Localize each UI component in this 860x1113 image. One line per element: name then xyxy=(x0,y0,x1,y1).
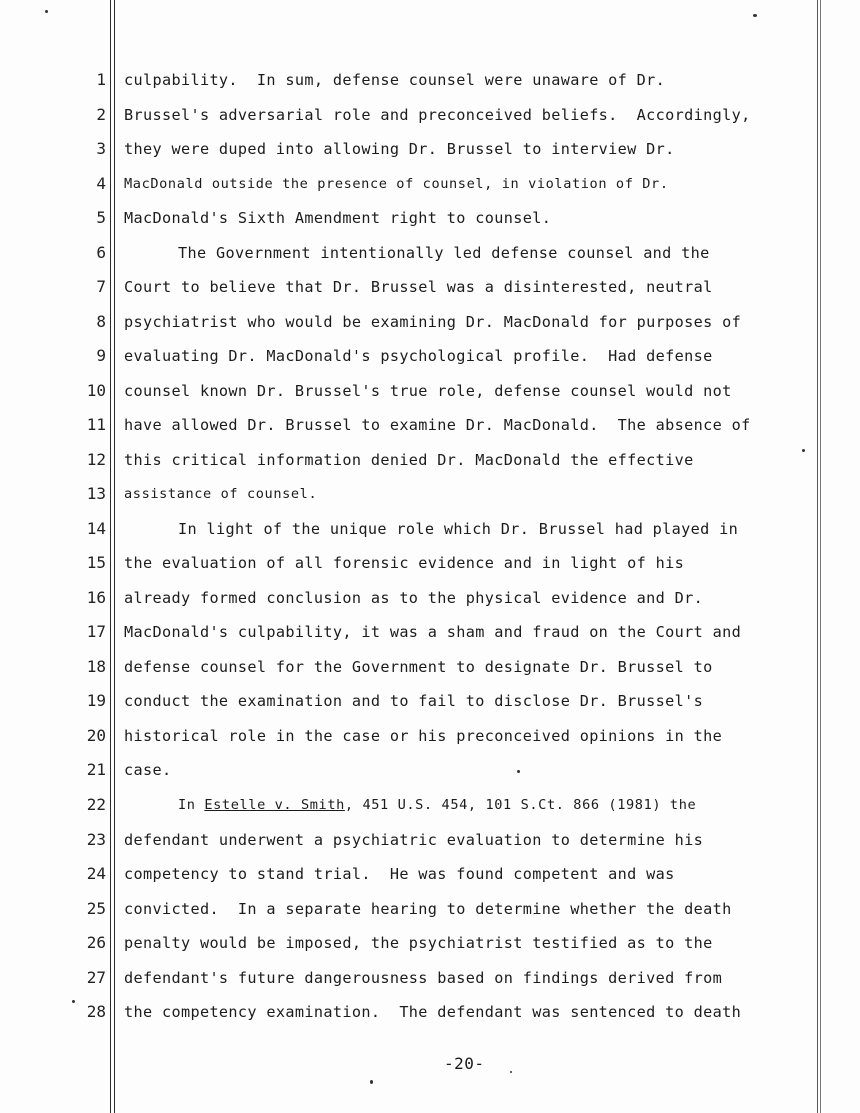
line-number: 11 xyxy=(86,415,106,434)
line-number: 9 xyxy=(96,346,106,365)
line-number: 7 xyxy=(96,277,106,296)
line-number: 12 xyxy=(86,450,106,469)
right-margin-rule xyxy=(817,0,818,1113)
line-number: 23 xyxy=(86,830,106,849)
line-number: 28 xyxy=(86,1002,106,1021)
line-number: 8 xyxy=(96,312,106,331)
text-line: evaluating Dr. MacDonald's psychological profile. Had defense xyxy=(124,347,713,365)
line-number: 1 xyxy=(96,70,106,89)
line-number: 6 xyxy=(96,243,106,262)
text-line: case. xyxy=(124,761,172,779)
scan-speck xyxy=(517,770,520,773)
text-line: penalty would be imposed, the psychiatrist testified as to the xyxy=(124,934,713,952)
line-number: 13 xyxy=(86,484,106,503)
line-number: 5 xyxy=(96,208,106,227)
line-number: 18 xyxy=(86,657,106,676)
citation-line xyxy=(178,795,696,815)
line-number: 25 xyxy=(86,899,106,918)
text-line: assistance of counsel. xyxy=(124,486,318,502)
line-number: 2 xyxy=(96,105,106,124)
text-line: defendant underwent a psychiatric evaluation to determine his xyxy=(124,831,704,849)
text-line: competency to stand trial. He was found competent and was xyxy=(124,865,675,883)
text-line: convicted. In a separate hearing to determine whether the death xyxy=(124,900,732,918)
text-line: counsel known Dr. Brussel's true role, defense counsel would not xyxy=(124,382,732,400)
scan-speck xyxy=(72,1000,75,1003)
text-line: psychiatrist who would be examining Dr. MacDonald for purposes of xyxy=(124,313,742,331)
line-number: 15 xyxy=(86,553,106,572)
line-number: 20 xyxy=(86,726,106,745)
line-number: 27 xyxy=(86,968,106,987)
left-margin-rule-inner xyxy=(114,0,115,1113)
line-number: 16 xyxy=(86,588,106,607)
text-line: conduct the examination and to fail to disclose Dr. Brussel's xyxy=(124,692,704,710)
text-line: already formed conclusion as to the physical evidence and Dr. xyxy=(124,589,704,607)
text-line: Brussel's adversarial role and preconceived beliefs. Accordingly, xyxy=(124,106,751,124)
line-number: 22 xyxy=(86,795,106,814)
text-line: MacDonald's culpability, it was a sham and fraud on the Court and xyxy=(124,623,742,641)
scan-speck xyxy=(370,1080,373,1084)
line-number: 24 xyxy=(86,864,106,883)
line-number: 21 xyxy=(86,760,106,779)
paragraph-start-line: The Government intentionally led defense counsel and the xyxy=(178,244,710,262)
page-number: -20- xyxy=(444,1054,485,1073)
right-margin-rule-outer xyxy=(820,0,821,1113)
left-margin-rule xyxy=(110,0,111,1113)
line-number: 26 xyxy=(86,933,106,952)
text-line: have allowed Dr. Brussel to examine Dr. MacDonald. The absence of xyxy=(124,416,751,434)
line-number: 4 xyxy=(96,174,106,193)
line-number: 14 xyxy=(86,519,106,538)
text-line: defense counsel for the Government to designate Dr. Brussel to xyxy=(124,658,713,676)
case-citation: Estelle v. Smith xyxy=(204,797,345,813)
text-line: historical role in the case or his preconceived opinions in the xyxy=(124,727,723,745)
text-line: this critical information denied Dr. MacDonald the effective xyxy=(124,451,694,469)
line-number: 17 xyxy=(86,622,106,641)
line-number: 3 xyxy=(96,139,106,158)
text-line: MacDonald outside the presence of counsel, in violation of Dr. xyxy=(124,176,669,192)
scan-speck xyxy=(753,14,757,17)
scan-speck xyxy=(45,10,48,13)
scan-speck xyxy=(510,1071,512,1073)
paragraph-start-line: In light of the unique role which Dr. Brussel had played in xyxy=(178,520,739,538)
scan-speck xyxy=(802,449,805,452)
text-line: the competency examination. The defendant was sentenced to death xyxy=(124,1003,742,1021)
citation-suffix: , 451 U.S. 454, 101 S.Ct. 866 (1981) the xyxy=(344,797,697,813)
text-line: Court to believe that Dr. Brussel was a disinterested, neutral xyxy=(124,278,713,296)
text-line: they were duped into allowing Dr. Brussel to interview Dr. xyxy=(124,140,675,158)
line-number: 10 xyxy=(86,381,106,400)
citation-prefix: In xyxy=(178,797,205,813)
text-line: the evaluation of all forensic evidence and in light of his xyxy=(124,554,685,572)
text-line: defendant's future dangerousness based on findings derived from xyxy=(124,969,723,987)
text-line: culpability. In sum, defense counsel were unaware of Dr. xyxy=(124,71,666,89)
line-number: 19 xyxy=(86,691,106,710)
text-line: MacDonald's Sixth Amendment right to counsel. xyxy=(124,209,552,227)
